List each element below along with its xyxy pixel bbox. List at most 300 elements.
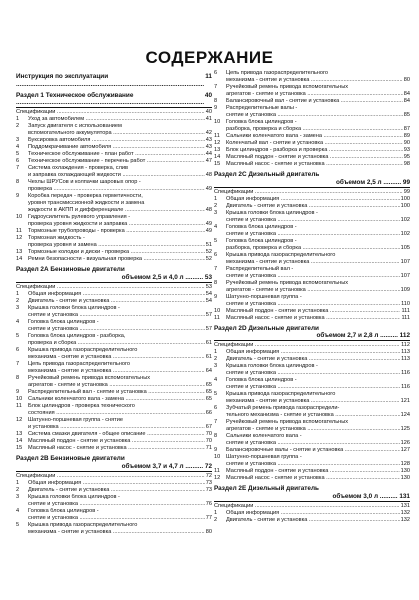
item-number [16, 207, 28, 214]
item-label: Тормозная жидкость - [28, 235, 85, 242]
instructions-row [16, 73, 212, 89]
section-2b-cont-item [214, 126, 410, 133]
section-2a-item [16, 326, 212, 333]
item-label: проверка и сборка ..... [28, 340, 205, 347]
section-2a-item [16, 368, 212, 375]
item-number [214, 91, 226, 98]
item-number: 12 [16, 417, 23, 424]
section-2c-item [214, 315, 410, 322]
item-number: 13 [214, 147, 221, 153]
item-number: 2 [16, 123, 20, 130]
item-page: 49 [205, 221, 212, 228]
item-number [214, 245, 226, 252]
item-page: 110 [401, 300, 410, 307]
item-label: Шатунно-поршневая группа - снятие [28, 417, 123, 424]
item-number: 1 [214, 510, 218, 517]
section-2b-cont-item [214, 161, 410, 168]
item-page: 84 [403, 98, 410, 104]
item-label: агрегатов - снятие и установка ..... [226, 91, 403, 98]
item-number: 8 [16, 375, 20, 382]
section-1-item [16, 123, 212, 130]
item-number [214, 301, 226, 308]
section-2c-spec [214, 189, 410, 196]
item-label: Масляный поддон - снятие и установка ..... [226, 468, 400, 475]
section-2b-cont-item [214, 84, 410, 91]
item-number: 6 [214, 251, 218, 258]
item-page: 124 [400, 412, 410, 419]
item-label: снятие и установка ..... [226, 370, 400, 377]
item-label: Ручейковый ремень привода вспомогательных [28, 375, 151, 382]
item-label: Ремни безопасности - визуальная проверка ..... [28, 256, 205, 263]
item-page: 102 [400, 216, 410, 223]
item-label: Головка блока цилиндров - [226, 377, 297, 384]
item-label: снятие и установка ..... [28, 501, 205, 508]
item-page: 61 [205, 340, 212, 347]
section-2b-cont-item [214, 77, 410, 84]
item-label: Крышка привода газораспределительного [28, 521, 138, 528]
section-2d-subtitle: объемом 2,7 и 2,8 л .......... 112 [316, 332, 410, 340]
section-2e-title: Раздел 2Е Дизельный двигатель [214, 485, 319, 493]
item-number: 2 [214, 356, 218, 363]
item-number: 11 [214, 133, 220, 139]
item-number [16, 200, 28, 207]
item-page: 100 [400, 195, 410, 202]
item-page: 95 [403, 154, 410, 160]
item-page: 41 [205, 116, 212, 123]
item-page: 116 [401, 384, 410, 391]
section-2b-item [16, 529, 212, 536]
section-2d-spec-label: Спецификации ..... [214, 342, 400, 349]
item-number: 1 [16, 479, 20, 486]
section-2e-spec [214, 503, 410, 510]
item-page: 61 [205, 354, 212, 361]
section-1-item [16, 151, 212, 158]
item-number [16, 172, 28, 179]
item-label: Крышка головки блока цилиндров - [226, 209, 318, 216]
item-page: 125 [400, 426, 410, 433]
section-2c-item [214, 196, 410, 203]
section-2e-item [214, 517, 410, 524]
item-number: 9 [214, 105, 218, 111]
item-page: 90 [403, 140, 410, 146]
item-number: 5 [214, 237, 218, 244]
item-number: 8 [16, 179, 20, 186]
section-2d [214, 325, 410, 342]
item-page: 54 [205, 291, 212, 298]
item-page: 80 [205, 528, 212, 535]
section-2a-item [16, 424, 212, 431]
item-label: проверка уровня жидкости и заправка ..... [28, 221, 205, 228]
section-2d-item [214, 391, 410, 398]
section-2c-item [214, 294, 410, 301]
item-number [16, 354, 28, 361]
section-2b-item [16, 522, 212, 529]
section-2c-item [214, 266, 410, 273]
section-1-item [16, 186, 212, 193]
item-page: 73 [205, 486, 212, 493]
section-2c-spec-page: 99 [403, 188, 410, 195]
item-page: 109 [400, 286, 410, 293]
item-label: снятие и установка ..... [28, 312, 205, 319]
item-number [214, 217, 226, 224]
item-label: Головка блока цилиндров - [28, 507, 99, 514]
item-number: 8 [214, 279, 218, 286]
section-2b-cont-item [214, 98, 410, 105]
item-number: 2 [16, 298, 20, 305]
item-page: 65 [205, 389, 212, 396]
item-page: 47 [205, 158, 212, 165]
item-page: 89 [403, 133, 410, 139]
section-2a-item [16, 347, 212, 354]
right-column [214, 70, 410, 524]
item-number: 4 [16, 144, 20, 151]
section-1-spec-label: Спецификации ..... [16, 109, 205, 116]
item-number: 7 [214, 265, 218, 272]
section-2d-item [214, 461, 410, 468]
item-label: Система смазки двигателя - общее описание ..... [28, 431, 205, 438]
item-label: Головка блока цилиндров - [226, 223, 297, 230]
item-label: Распределительные валы - [226, 105, 298, 111]
item-label: проверка уровня и замена ..... [28, 242, 205, 249]
section-1-item [16, 256, 212, 263]
item-number: 15 [16, 445, 23, 452]
item-label: механизма - снятие и установка ..... [226, 259, 400, 266]
section-2c [214, 171, 410, 188]
item-number: 7 [214, 84, 218, 90]
section-2b-item [16, 487, 212, 494]
section-2b-item [16, 508, 212, 515]
item-number: 2 [16, 486, 20, 493]
item-label: Гидроусилитель рулевого управления - [28, 214, 131, 221]
item-number [16, 242, 28, 249]
item-page: 130 [400, 468, 410, 475]
section-1-item [16, 242, 212, 249]
section-1-item [16, 228, 212, 235]
item-page: 111 [401, 307, 410, 314]
item-label: Буксировка автомобиля ..... [28, 137, 205, 144]
item-page: 48 [205, 172, 212, 179]
section-2b-cont-item [214, 154, 410, 161]
section-2b-cont-item [214, 147, 410, 154]
item-label: и заправка охлаждающей жидкости ..... [28, 172, 205, 179]
section-2a-item [16, 291, 212, 298]
item-label: Масляный насос - снятие и установка ..... [226, 315, 400, 322]
item-label: механизма - снятие и установка ..... [28, 529, 205, 536]
item-page: 57 [205, 312, 212, 319]
item-number: 3 [214, 209, 218, 216]
section-2a-item [16, 438, 212, 445]
item-page: 98 [403, 161, 410, 167]
item-number [16, 410, 28, 417]
section-1-item [16, 214, 212, 221]
item-page: 121 [400, 398, 410, 405]
section-2c-subtitle: объемом 2,5 л .......... 99 [336, 178, 410, 186]
item-number: 6 [214, 405, 218, 412]
item-number: 5 [16, 333, 20, 340]
item-page: 49 [205, 228, 212, 235]
item-label: механизма - снятие и установка ..... [226, 77, 403, 84]
section-2a-item [16, 410, 212, 417]
section-2c-item [214, 301, 410, 308]
item-number: 2 [214, 202, 218, 209]
item-number [16, 424, 28, 431]
item-label: Блок цилиндров - проверка технического [28, 403, 135, 410]
section-2a-item [16, 403, 212, 410]
item-page: 113 [401, 356, 410, 363]
item-number [214, 112, 226, 119]
item-label: Блок цилиндров - разборка и проверка ..... [226, 147, 403, 154]
item-page: 107 [400, 272, 410, 279]
section-2d-title: Раздел 2D Дизельные двигатели [214, 324, 319, 332]
item-label: Крышка головки блока цилиндров - [28, 305, 120, 312]
item-number [16, 186, 28, 193]
item-label: Балансировочный вал - снятие и установка ..... [226, 98, 403, 105]
section-2a-item [16, 298, 212, 305]
item-number [16, 501, 28, 508]
item-number [16, 515, 28, 522]
section-2b-item [16, 494, 212, 501]
section-1-item [16, 221, 212, 228]
item-number: 5 [214, 391, 218, 398]
section-1-item [16, 193, 212, 200]
item-page: 54 [205, 298, 212, 305]
section-2c-item [214, 245, 410, 252]
item-label: Система охлаждения - проверка, слив [28, 165, 128, 172]
item-page: 87 [403, 126, 410, 132]
item-page: 73 [205, 479, 212, 486]
item-number [16, 368, 28, 375]
item-label: Ручейковый ремень привода вспомогательных [226, 419, 349, 426]
item-number: 7 [16, 361, 20, 368]
section-2b-cont-item [214, 133, 410, 140]
section-2a-spec-page: 53 [205, 284, 212, 291]
item-number: 3 [214, 363, 218, 370]
item-label: снятие и установка ..... [226, 217, 400, 224]
section-2b-subtitle: объемом 3,7 и 4,7 л .......... 72 [121, 462, 212, 470]
item-label: тельного механизма - снятие и установка ..... [226, 412, 400, 419]
item-number: 10 [214, 119, 221, 125]
item-number: 2 [214, 517, 218, 524]
item-number [16, 340, 28, 347]
section-2d-item [214, 419, 410, 426]
section-2c-item [214, 238, 410, 245]
item-number: 7 [214, 419, 218, 426]
item-number [16, 382, 28, 389]
section-2c-item [214, 273, 410, 280]
item-label: Сальники коленчатого вала - замена ..... [28, 396, 205, 403]
section-2b-spec-page: 72 [205, 472, 212, 479]
section-2d-item [214, 349, 410, 356]
section-2d-item [214, 468, 410, 475]
section-1-spec [16, 109, 212, 116]
item-number: 5 [16, 521, 20, 528]
section-1 [16, 92, 212, 109]
item-label: снятие и установка ..... [226, 461, 400, 468]
item-number [214, 384, 226, 391]
item-number: 12 [214, 475, 221, 482]
item-page: 76 [205, 500, 212, 507]
item-number: 6 [16, 347, 20, 354]
item-number: 3 [16, 493, 20, 500]
item-number: 13 [16, 249, 23, 256]
item-number: 4 [214, 377, 218, 384]
section-1-item [16, 144, 212, 151]
section-2d-item [214, 426, 410, 433]
item-label: Двигатель - снятие и установка ..... [226, 517, 400, 524]
item-number: 8 [214, 98, 218, 104]
section-1-item [16, 235, 212, 242]
item-page: 65 [205, 382, 212, 389]
item-number: 1 [214, 195, 218, 202]
section-2a-item [16, 333, 212, 340]
section-1-item [16, 179, 212, 186]
item-number: 3 [16, 305, 20, 312]
section-1-item [16, 158, 212, 165]
section-2a-item [16, 382, 212, 389]
item-label: механизма - снятие и установка ..... [28, 368, 205, 375]
item-number [214, 370, 226, 377]
item-label: Двигатель - снятие и установка ..... [226, 203, 400, 210]
section-1-item [16, 200, 212, 207]
item-number: 10 [16, 396, 23, 403]
item-label: Крышка привода газораспределительного [226, 391, 336, 398]
item-number [16, 312, 28, 319]
item-page: 57 [205, 326, 212, 333]
instructions-page: 11 [205, 73, 212, 80]
section-2b-cont-item [214, 105, 410, 112]
item-label: механизма - снятие и установка ..... [28, 354, 205, 361]
section-1-item [16, 249, 212, 256]
section-2e-spec-page: 131 [400, 503, 410, 510]
item-label: Распределительный вал - снятие и установка ..... [28, 389, 205, 396]
item-number: 11 [16, 403, 22, 410]
item-number: 14 [16, 256, 23, 263]
item-page: 52 [205, 249, 212, 256]
section-2e [214, 485, 410, 502]
section-2d-item [214, 398, 410, 405]
item-label: Масляный насос - снятие и установка ..... [226, 475, 400, 482]
item-number [214, 461, 226, 468]
item-page: 111 [401, 314, 410, 321]
item-page: 43 [205, 137, 212, 144]
item-page: 77 [205, 514, 212, 521]
section-1-page: 40 [204, 91, 212, 99]
section-2c-item [214, 203, 410, 210]
item-label: Шатунно-поршневая группа - [226, 454, 302, 461]
item-number [16, 529, 28, 536]
item-label: Тормозные трубопроводы - проверка ..... [28, 228, 205, 235]
section-2d-item [214, 475, 410, 482]
item-number: 4 [16, 319, 20, 326]
item-label: Цепь привода газораспределительного [226, 70, 328, 76]
item-label: уровня трансмиссионной жидкости и замена [28, 200, 145, 207]
item-number [214, 426, 226, 433]
item-label: снятие и установка ..... [226, 273, 400, 280]
item-number [16, 326, 28, 333]
item-page: 132 [400, 510, 410, 517]
item-number [214, 126, 226, 133]
section-2a-item [16, 396, 212, 403]
item-label: Техническое обслуживание - план работ ..... [28, 151, 205, 158]
item-number: 6 [214, 70, 218, 76]
item-number: 11 [16, 228, 22, 235]
section-2a-item [16, 389, 212, 396]
section-2d-item [214, 377, 410, 384]
item-page: 127 [400, 447, 410, 454]
section-2a-item [16, 312, 212, 319]
item-number: 10 [214, 307, 221, 314]
section-2c-item [214, 280, 410, 287]
item-label: Запуск двигателя с использованием [28, 123, 122, 130]
item-label: Коленчатый вал - снятие и установка ..... [226, 140, 403, 147]
item-number: 7 [16, 165, 20, 172]
item-page: 44 [205, 151, 212, 158]
section-2c-item [214, 217, 410, 224]
item-number: 15 [214, 161, 221, 167]
item-page: 42 [205, 130, 212, 137]
item-page: 65 [205, 396, 212, 403]
item-label: агрегатов - снятие и установка ..... [28, 382, 205, 389]
item-label: Головка блока цилиндров - [226, 237, 297, 244]
section-1-item [16, 207, 212, 214]
item-label: снятие и установка ..... [226, 112, 403, 119]
item-page: 67 [205, 424, 212, 431]
item-label: Масляный поддон - снятие и установка ..... [226, 154, 403, 161]
section-2b-spec-label: Спецификации ..... [16, 473, 205, 480]
item-label: Масляный поддон - снятие и установка ..... [226, 308, 400, 315]
section-2a-item [16, 354, 212, 361]
item-label: снятие и установка ..... [226, 384, 400, 391]
section-2d-item [214, 454, 410, 461]
item-page: 51 [205, 242, 212, 249]
section-2b-item [16, 501, 212, 508]
section-2c-spec-label: Спецификации ..... [214, 189, 403, 196]
item-label: Головка блока цилиндров - [226, 119, 297, 125]
section-2d-item [214, 412, 410, 419]
item-number [214, 412, 226, 419]
item-label: разборка, проверка и сборка ..... [226, 245, 400, 252]
section-2b-cont-item [214, 70, 410, 77]
section-2a-item [16, 417, 212, 424]
page-title: СОДЕРЖАНИЕ [145, 48, 274, 67]
section-2b-cont-item [214, 112, 410, 119]
item-label: Крышка привода газораспределительного [226, 251, 336, 258]
section-2e-item [214, 510, 410, 517]
item-page: 130 [400, 475, 410, 482]
item-label: Крышка головки блока цилиндров - [226, 363, 318, 370]
item-page: 107 [400, 258, 410, 265]
item-number [214, 259, 226, 266]
item-page: 80 [403, 77, 410, 83]
item-page: 66 [205, 410, 212, 417]
item-label: вспомогательного аккумулятора ..... [28, 130, 205, 137]
item-page: 100 [400, 202, 410, 209]
item-number: 1 [214, 349, 218, 356]
item-number: 13 [16, 431, 23, 438]
item-number: 14 [16, 438, 23, 445]
section-2c-item [214, 259, 410, 266]
item-label: Двигатель - снятие и установка ..... [28, 487, 205, 494]
item-label: Общая информация ..... [28, 291, 205, 298]
item-number [214, 287, 226, 294]
item-label: Крышка головки блока цилиндров - [28, 493, 120, 500]
section-2a-item [16, 375, 212, 382]
section-2b-cont-item [214, 119, 410, 126]
item-number: 9 [16, 193, 20, 200]
section-1-spec-page: 40 [205, 109, 212, 116]
item-number [214, 440, 226, 447]
section-2c-item [214, 252, 410, 259]
